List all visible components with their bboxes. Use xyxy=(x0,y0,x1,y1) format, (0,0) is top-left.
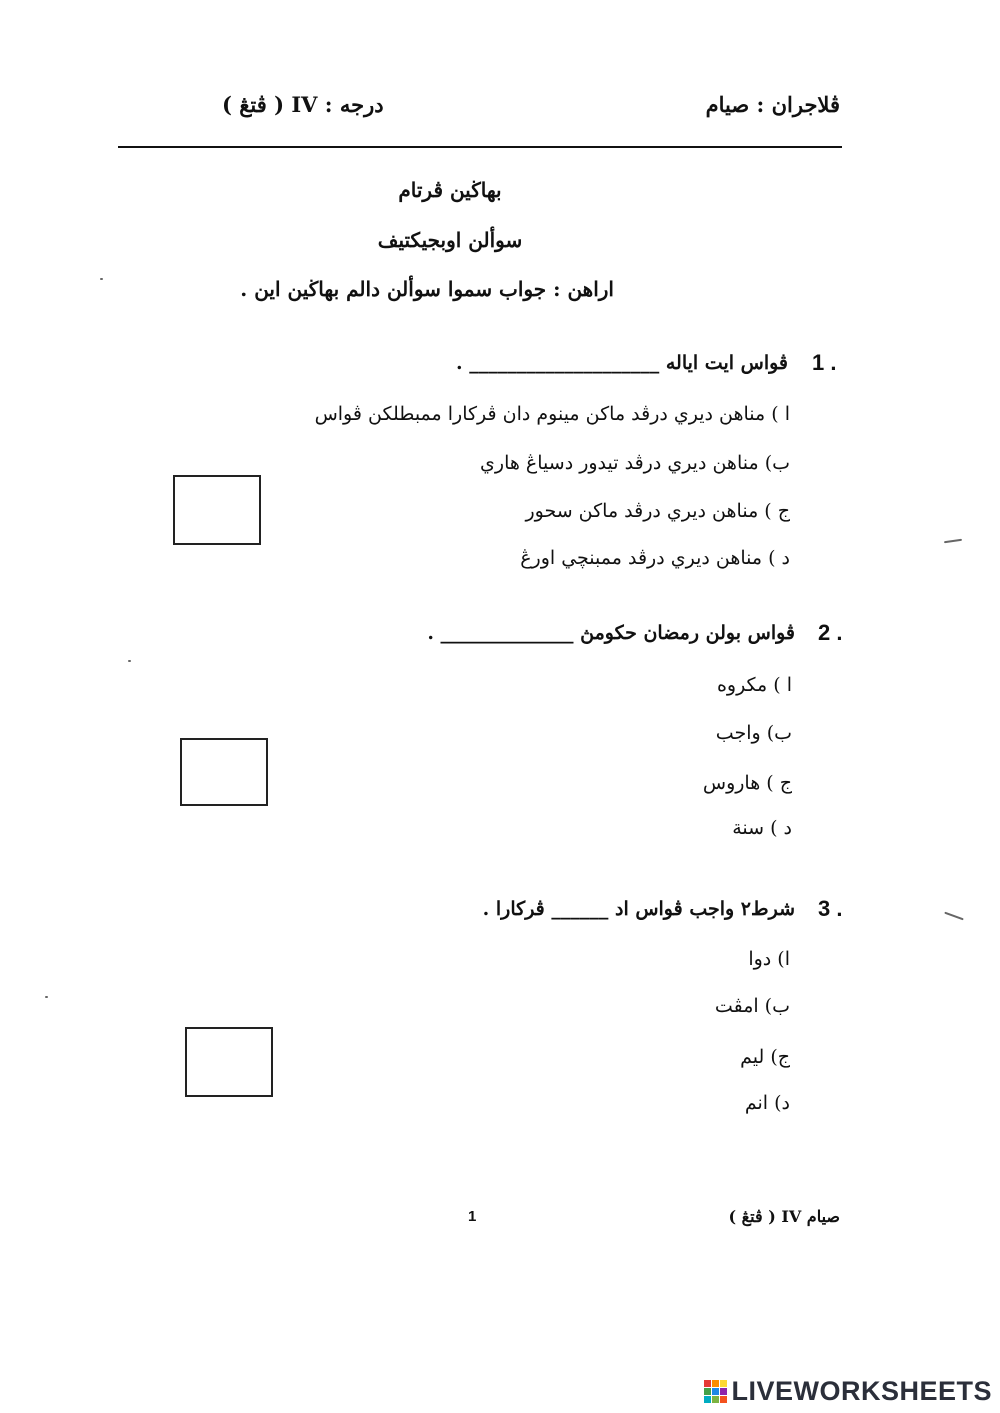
page-number: 1 xyxy=(468,1208,477,1225)
question-3-option-a: ا) دوا xyxy=(748,948,790,970)
scan-speck xyxy=(944,539,962,543)
question-1-option-c: ج ) مناهن ديري درڤد ماکن سحور xyxy=(525,500,790,522)
logo-square xyxy=(720,1380,727,1387)
question-3-option-d: د) انم xyxy=(744,1092,790,1114)
liveworksheets-logo-icon xyxy=(704,1380,727,1403)
logo-square xyxy=(704,1388,711,1395)
answer-box-1[interactable] xyxy=(173,475,261,545)
question-2-option-d: د ) سنة xyxy=(732,817,792,839)
watermark-text: LIVEWORKSHEETS xyxy=(731,1376,992,1406)
question-3-option-c: ج) ليم xyxy=(740,1046,790,1068)
scan-speck xyxy=(944,912,963,921)
question-1-option-b: ب) مناهن ديري درڤد تيدور دسياڠ هاري xyxy=(480,452,790,474)
logo-square xyxy=(712,1388,719,1395)
question-2-number: 2 . xyxy=(818,620,843,645)
logo-square xyxy=(704,1396,711,1403)
question-2-option-c: ج ) هاروس xyxy=(702,772,792,794)
scan-speck xyxy=(100,278,103,280)
logo-square xyxy=(720,1388,727,1395)
logo-square xyxy=(720,1396,727,1403)
question-1-option-a: ا ) مناهن ديري درڤد ماکن مينوم دان ڤرکارا ممبطلکن ڤواس xyxy=(314,403,790,425)
section-subtitle: سوألن اوبجيکتيف xyxy=(377,228,523,252)
question-3-option-b: ب) امڤت xyxy=(714,995,790,1017)
grade-label: درجه : IV ( ڤتڠ ) xyxy=(222,92,384,117)
footer-subject: صيام IV ( ڤتڠ ) xyxy=(728,1207,840,1226)
subject-label: ڤلاجران : صيام xyxy=(705,92,840,117)
answer-box-3[interactable] xyxy=(185,1027,273,1097)
question-2-option-a: ا ) مکروه xyxy=(716,674,792,696)
instructions: اراهن : جواب سموا سوألن دالم بهاڬين اين . xyxy=(240,277,614,301)
scan-speck xyxy=(128,660,131,662)
question-2-option-b: ب) واجب xyxy=(715,722,792,744)
question-1-option-d: د ) مناهن ديري درڤد ممبنچي اورڠ xyxy=(520,547,790,569)
logo-square xyxy=(712,1396,719,1403)
liveworksheets-watermark xyxy=(704,1376,992,1407)
question-3-text: شرط٢ واجب ڤواس اد ______ ڤرکارا . xyxy=(482,898,795,920)
question-1-text: ڤواس ايت اياله ____________________ . xyxy=(456,352,788,374)
section-title: بهاڬين ڤرتام xyxy=(398,178,502,202)
question-1-number: 1 . xyxy=(812,350,837,375)
header-divider xyxy=(118,146,842,148)
question-2-text: ڤواس بولن رمضان حکومڽ ______________ . xyxy=(427,622,795,644)
logo-square xyxy=(712,1380,719,1387)
question-3-number: 3 . xyxy=(818,896,843,921)
scan-speck xyxy=(45,996,48,998)
answer-box-2[interactable] xyxy=(180,738,268,806)
logo-square xyxy=(704,1380,711,1387)
